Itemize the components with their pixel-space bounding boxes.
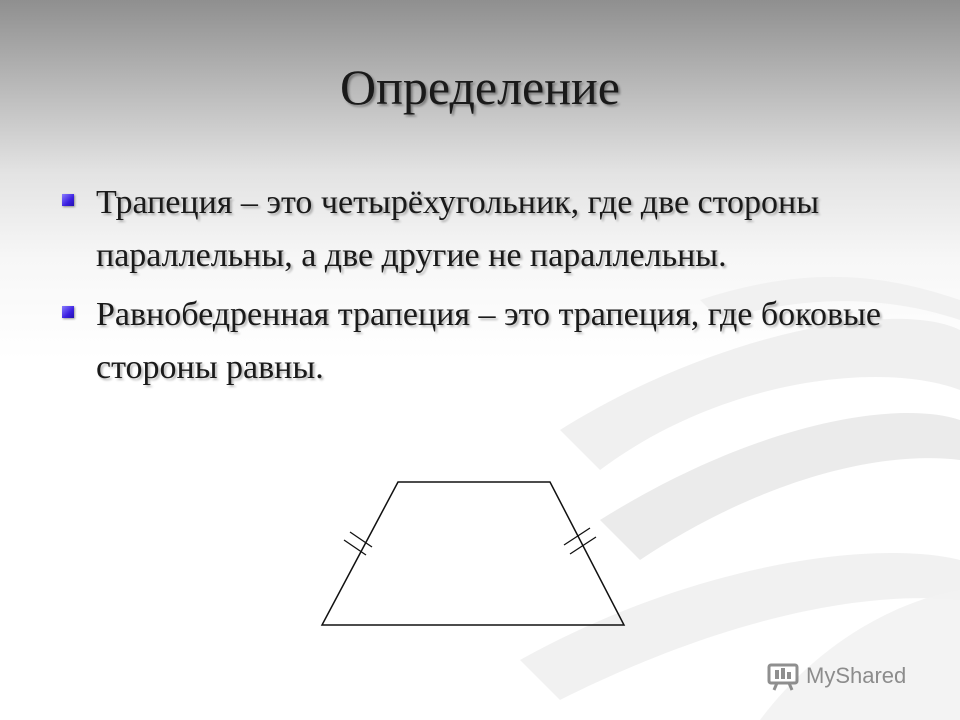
equal-side-tick-left xyxy=(344,532,372,555)
bullet-text: Равнобедренная трапеция – это трапеция, где боковые стороны равны. xyxy=(96,296,881,386)
bullet-text: Трапеция – это четырёхугольник, где две стороны параллельны, а две другие не параллельны. xyxy=(96,184,820,274)
watermark-brand-text: MyShared xyxy=(806,663,907,688)
square-bullet-icon xyxy=(62,306,74,318)
isosceles-trapezoid-diagram xyxy=(310,470,640,640)
presentation-board-icon xyxy=(766,659,800,693)
trapezoid-shape xyxy=(322,482,624,625)
slide-title: Определение xyxy=(340,59,620,115)
bullet-item-trapezoid-definition xyxy=(58,176,908,282)
bullet-item-isosceles-definition xyxy=(58,288,908,394)
bullet-list xyxy=(58,176,908,400)
myshared-watermark xyxy=(766,656,936,696)
square-bullet-icon xyxy=(62,194,74,206)
